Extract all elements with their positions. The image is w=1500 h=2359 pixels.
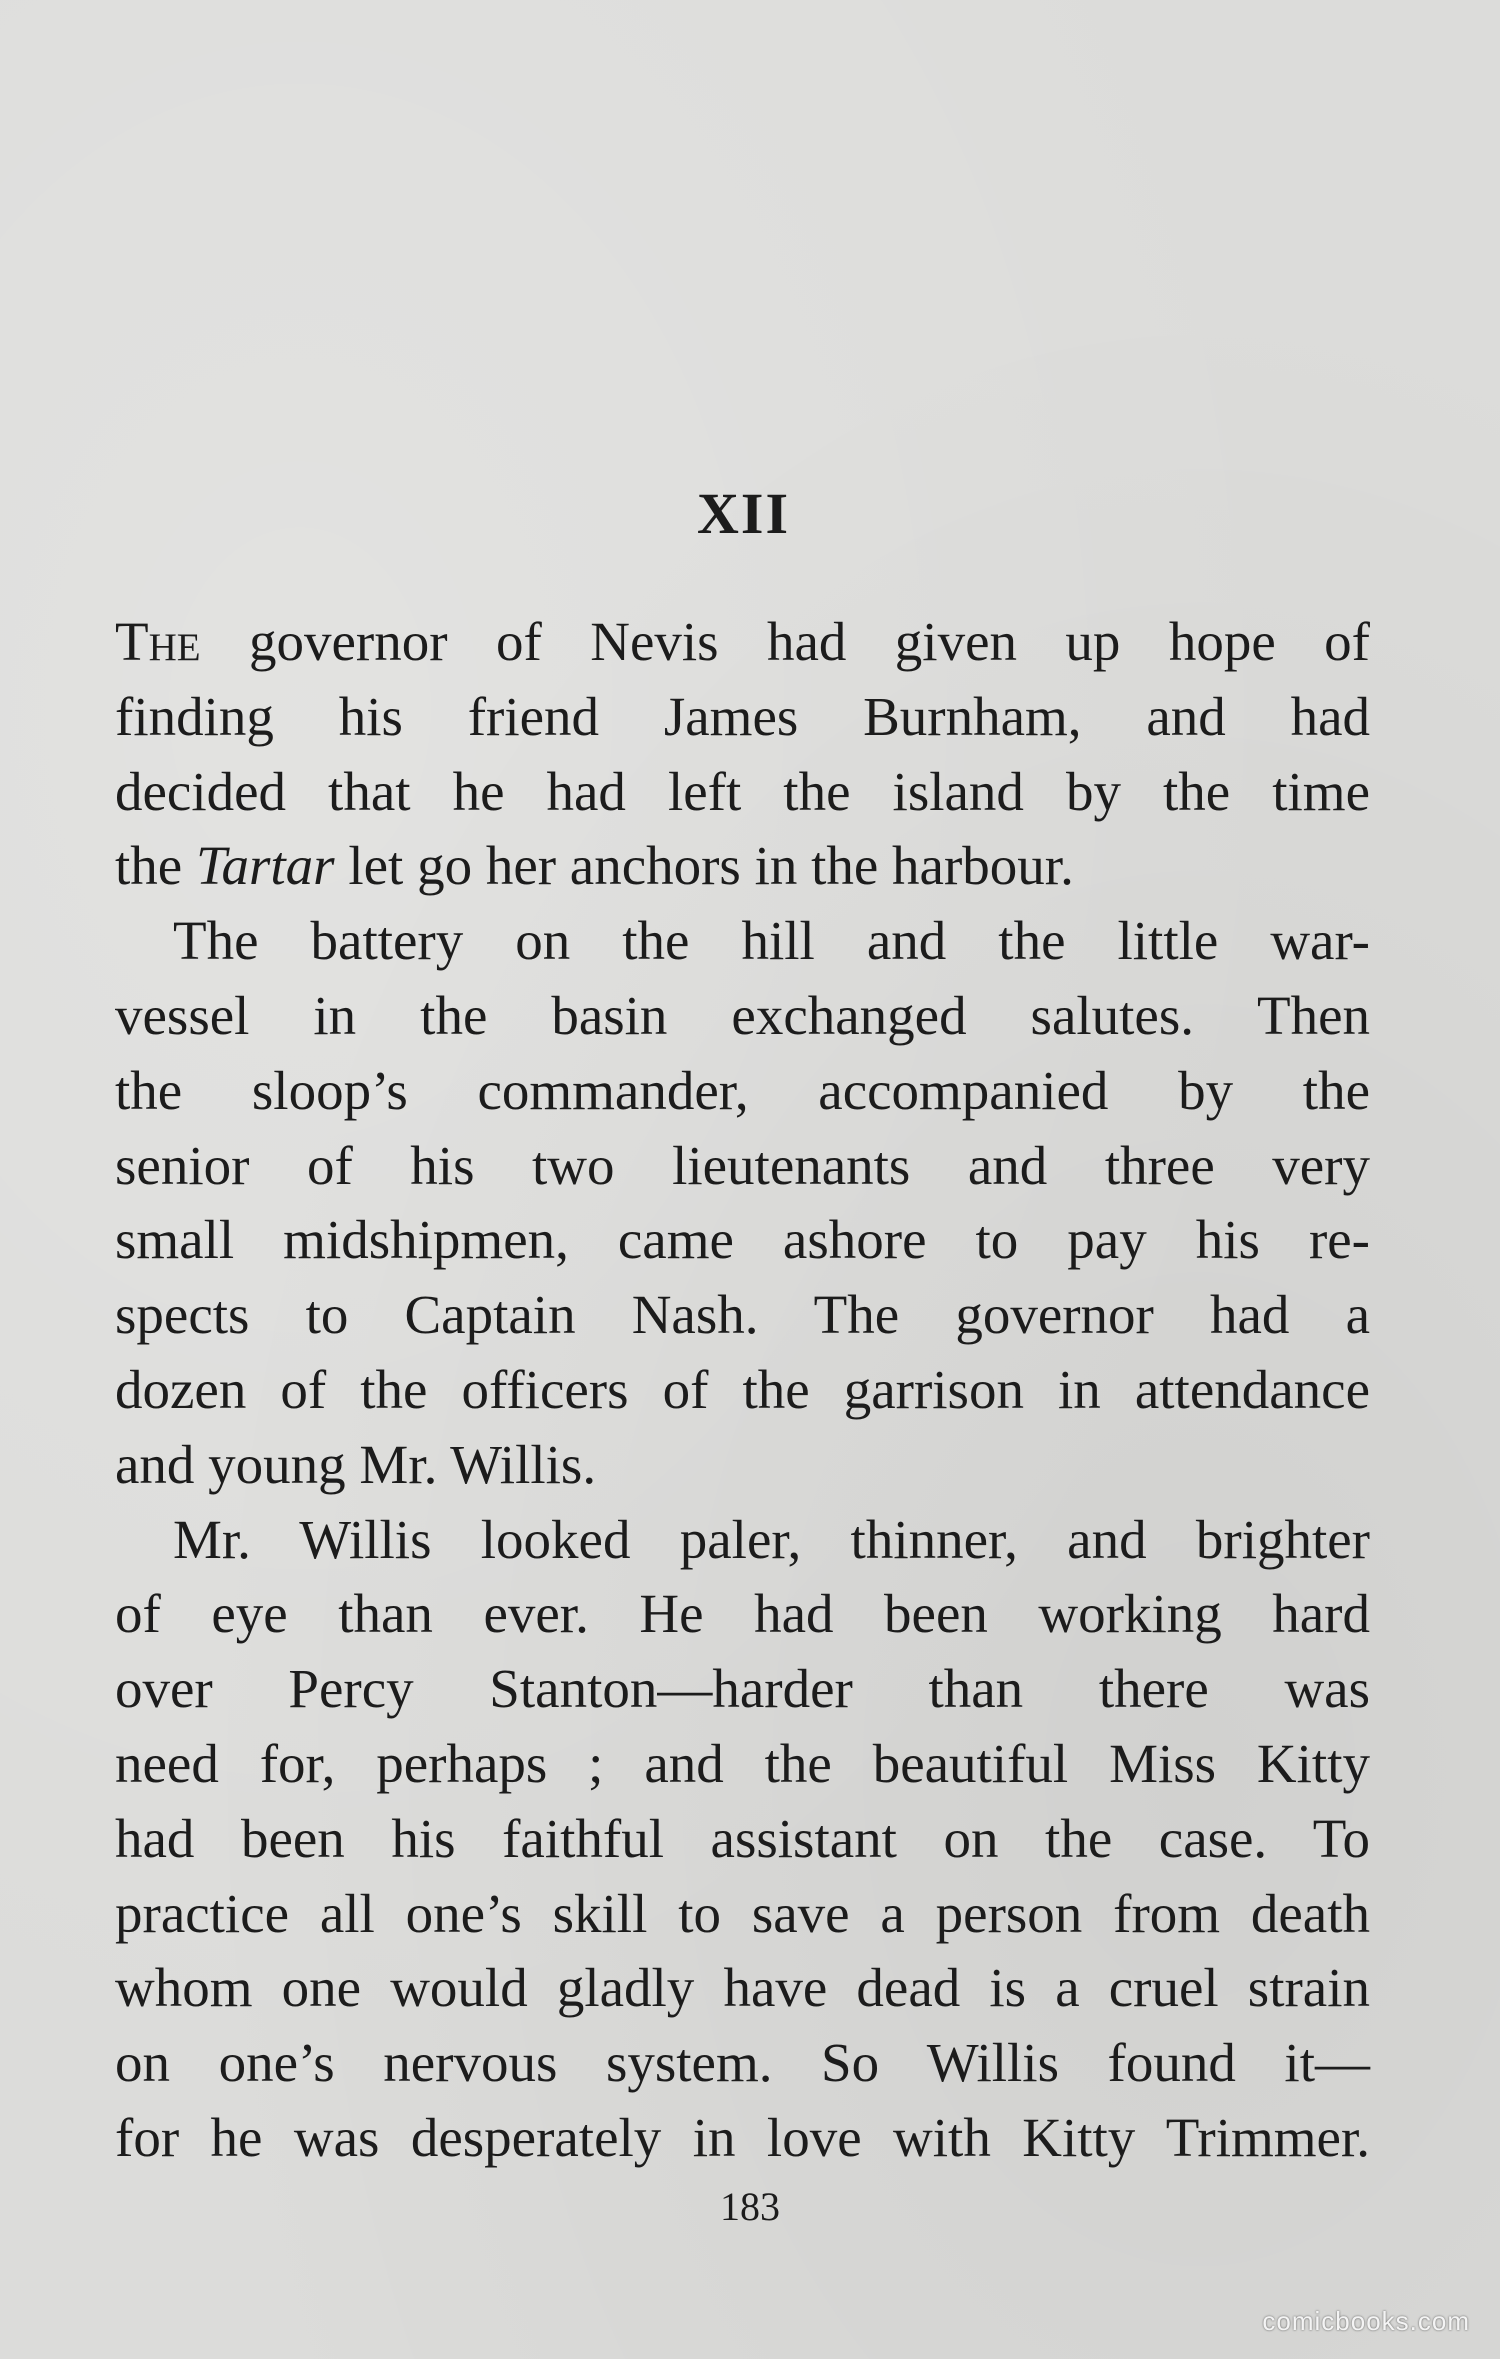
text-line: need for, perhaps ; and the beautiful Miss Kitty [115, 1732, 1370, 1794]
text-line: had been his faithful assistant on the case. To [115, 1807, 1370, 1869]
text-line: and young Mr. Willis. [115, 1433, 597, 1495]
page-number: 183 [720, 2184, 780, 2229]
text-line [115, 605, 1370, 680]
chapter-heading: XII [696, 481, 791, 546]
drop-word: The [115, 611, 201, 672]
text-line: spects to Captain Nash. The governor had a [115, 1284, 1370, 1346]
line-text: let go her anchors in the harbour. [334, 835, 1074, 897]
line-text: the [115, 835, 196, 897]
text-line: practice all one’s skill to save a person from death [115, 1882, 1370, 1944]
text-line [115, 829, 1370, 904]
text-line: small midshipmen, came ashore to pay his re- [115, 1209, 1370, 1271]
text-line: senior of his two lieutenants and three very [115, 1134, 1370, 1196]
text-line: over Percy Stanton—harder than there was [115, 1658, 1370, 1720]
text-line: on one’s nervous system. So Willis found it— [115, 2032, 1370, 2094]
text-line: Mr. Willis looked paler, thinner, and brighter [173, 1508, 1370, 1570]
ship-name: Tartar [195, 835, 335, 897]
text-line: decided that he had left the island by the time [115, 760, 1370, 822]
text-line: for he was desperately in love with Kitty Trimmer. [115, 2106, 1370, 2168]
body-text [115, 605, 1370, 2176]
text-line: The battery on the hill and the little war- [173, 910, 1370, 972]
text-line: finding his friend James Burnham, and had [115, 685, 1370, 747]
watermark: comicbooks.com [1262, 2306, 1470, 2336]
line-text: governor of Nevis had given up hope of [200, 611, 1370, 672]
text-line: the sloop’s commander, accompanied by the [115, 1059, 1370, 1121]
text-line: of eye than ever. He had been working hard [115, 1583, 1370, 1645]
text-line: dozen of the officers of the garrison in attendance [115, 1358, 1370, 1420]
text-line: whom one would gladly have dead is a cruel strain [115, 1957, 1370, 2019]
text-line: vessel in the basin exchanged salutes. Then [115, 984, 1370, 1046]
